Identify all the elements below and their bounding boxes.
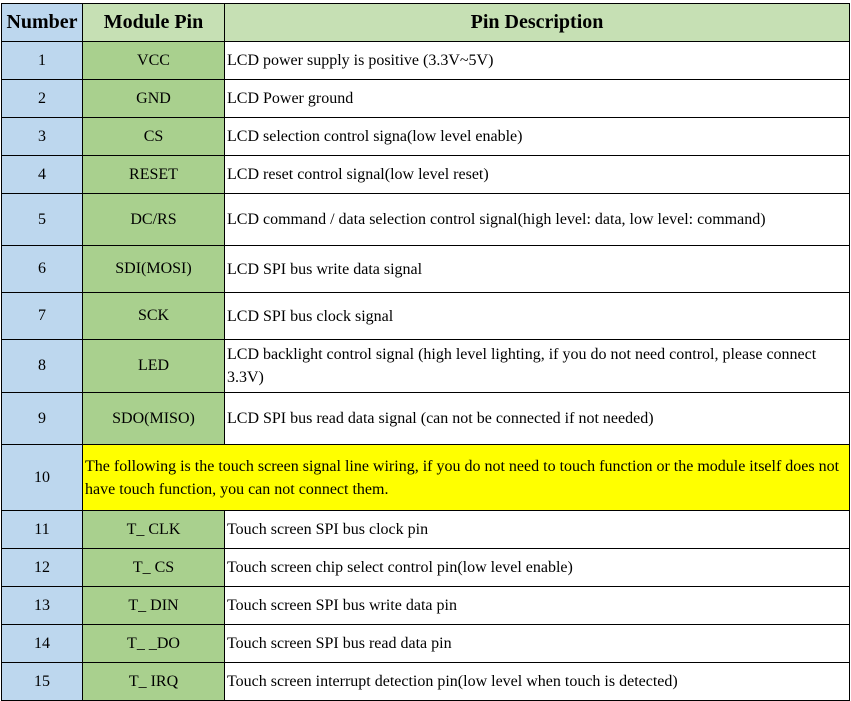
pin-description: Touch screen chip select control pin(low level enable) bbox=[225, 549, 850, 587]
pin-description: LCD SPI bus write data signal bbox=[225, 246, 850, 293]
pin-description: Touch screen SPI bus write data pin bbox=[225, 587, 850, 625]
table-row bbox=[2, 42, 850, 80]
row-number: 4 bbox=[2, 156, 83, 194]
table-row bbox=[2, 340, 850, 393]
table-row bbox=[2, 511, 850, 549]
module-pin: LED bbox=[83, 340, 225, 393]
pin-description: LCD SPI bus clock signal bbox=[225, 293, 850, 340]
pin-description: LCD command / data selection control signal(high level: data, low level: command) bbox=[225, 194, 850, 246]
pin-description: LCD Power ground bbox=[225, 80, 850, 118]
pin-description: LCD backlight control signal (high level lighting, if you do not need control, please connect 3.3V) bbox=[225, 340, 850, 393]
pin-description: Touch screen SPI bus clock pin bbox=[225, 511, 850, 549]
pin-table bbox=[1, 3, 850, 701]
module-pin: SCK bbox=[83, 293, 225, 340]
row-number: 6 bbox=[2, 246, 83, 293]
table-row bbox=[2, 587, 850, 625]
header-module-pin: Module Pin bbox=[83, 4, 225, 42]
header-number: Number bbox=[2, 4, 83, 42]
table-row bbox=[2, 625, 850, 663]
row-number: 1 bbox=[2, 42, 83, 80]
touch-wiring-note: The following is the touch screen signal line wiring, if you do not need to touch function or the module itself does not have touch function, you can not connect them. bbox=[83, 445, 850, 511]
module-pin: T_ DIN bbox=[83, 587, 225, 625]
module-pin: T_ CS bbox=[83, 549, 225, 587]
module-pin: T_ IRQ bbox=[83, 663, 225, 701]
table-row bbox=[2, 393, 850, 445]
row-number: 5 bbox=[2, 194, 83, 246]
module-pin: VCC bbox=[83, 42, 225, 80]
pin-description: LCD SPI bus read data signal (can not be connected if not needed) bbox=[225, 393, 850, 445]
row-number: 12 bbox=[2, 549, 83, 587]
table-row bbox=[2, 293, 850, 340]
module-pin: T_ CLK bbox=[83, 511, 225, 549]
row-number: 9 bbox=[2, 393, 83, 445]
module-pin: T_ _DO bbox=[83, 625, 225, 663]
header-row bbox=[2, 4, 850, 42]
row-number: 10 bbox=[2, 445, 83, 511]
module-pin: SDI(MOSI) bbox=[83, 246, 225, 293]
row-number: 2 bbox=[2, 80, 83, 118]
pin-description: LCD selection control signa(low level enable) bbox=[225, 118, 850, 156]
module-pin: SDO(MISO) bbox=[83, 393, 225, 445]
row-number: 13 bbox=[2, 587, 83, 625]
pin-description: LCD power supply is positive (3.3V~5V) bbox=[225, 42, 850, 80]
table-row bbox=[2, 156, 850, 194]
table-row bbox=[2, 246, 850, 293]
row-number: 3 bbox=[2, 118, 83, 156]
row-number: 15 bbox=[2, 663, 83, 701]
row-number: 8 bbox=[2, 340, 83, 393]
table-row bbox=[2, 80, 850, 118]
note-row bbox=[2, 445, 850, 511]
row-number: 7 bbox=[2, 293, 83, 340]
table-row bbox=[2, 118, 850, 156]
module-pin: GND bbox=[83, 80, 225, 118]
module-pin: CS bbox=[83, 118, 225, 156]
table-row bbox=[2, 663, 850, 701]
header-pin-description: Pin Description bbox=[225, 4, 850, 42]
pin-description: Touch screen SPI bus read data pin bbox=[225, 625, 850, 663]
table-row bbox=[2, 549, 850, 587]
pin-description: Touch screen interrupt detection pin(low level when touch is detected) bbox=[225, 663, 850, 701]
module-pin: RESET bbox=[83, 156, 225, 194]
row-number: 14 bbox=[2, 625, 83, 663]
table-row bbox=[2, 194, 850, 246]
module-pin: DC/RS bbox=[83, 194, 225, 246]
row-number: 11 bbox=[2, 511, 83, 549]
pin-description: LCD reset control signal(low level reset) bbox=[225, 156, 850, 194]
